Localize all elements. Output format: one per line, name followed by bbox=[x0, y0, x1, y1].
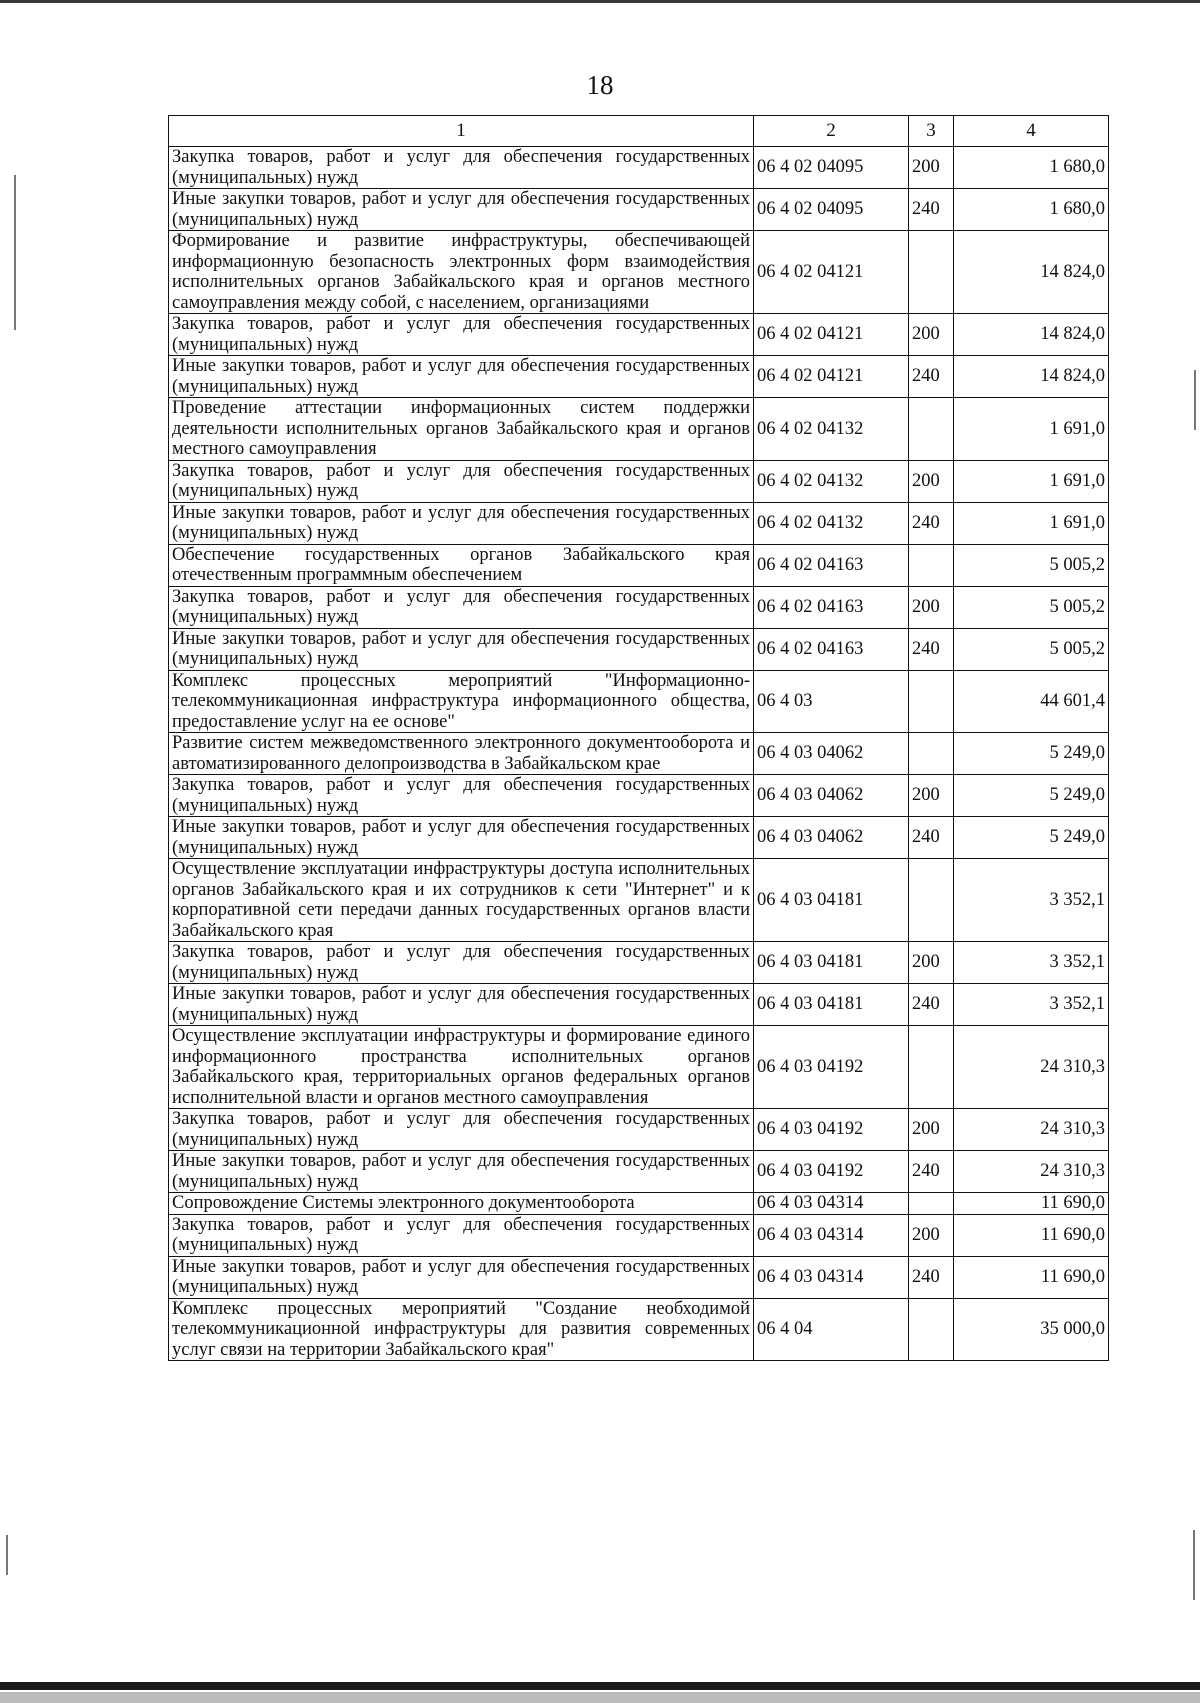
table-row bbox=[169, 1214, 1109, 1256]
scan-artifact bbox=[14, 175, 16, 330]
row-code-cell: 06 4 02 04163 bbox=[754, 544, 909, 586]
table-row bbox=[169, 544, 1109, 586]
row-amount-cell: 1 680,0 bbox=[954, 147, 1109, 189]
row-amount-cell: 35 000,0 bbox=[954, 1298, 1109, 1361]
row-amount-cell: 1 680,0 bbox=[954, 189, 1109, 231]
row-name-cell: Осуществление эксплуатации инфраструктуры и формирование единого информационного пространства исполнительных органов Забайкальского края, территориальных органов федеральных органов исполнительной власти и органов местного самоуправления bbox=[169, 1026, 754, 1109]
row-type-cell: 200 bbox=[909, 314, 954, 356]
row-code-cell: 06 4 03 04062 bbox=[754, 733, 909, 775]
row-name-cell: Комплекс процессных мероприятий "Создание необходимой телекоммуникационной инфраструктуры для развития современных услуг связи на территории Забайкальского края" bbox=[169, 1298, 754, 1361]
row-type-cell: 240 bbox=[909, 817, 954, 859]
row-code-cell: 06 4 04 bbox=[754, 1298, 909, 1361]
header-row bbox=[169, 116, 1109, 147]
row-code-cell: 06 4 03 04314 bbox=[754, 1256, 909, 1298]
row-name-cell: Иные закупки товаров, работ и услуг для обеспечения государственных (муниципальных) нужд bbox=[169, 1256, 754, 1298]
row-amount-cell: 44 601,4 bbox=[954, 670, 1109, 733]
table-row bbox=[169, 1193, 1109, 1215]
row-type-cell: 200 bbox=[909, 1109, 954, 1151]
row-code-cell: 06 4 02 04121 bbox=[754, 356, 909, 398]
table-row bbox=[169, 1256, 1109, 1298]
row-code-cell: 06 4 03 04062 bbox=[754, 775, 909, 817]
table-row bbox=[169, 733, 1109, 775]
row-name-cell: Сопровождение Системы электронного документооборота bbox=[169, 1193, 754, 1215]
row-code-cell: 06 4 03 bbox=[754, 670, 909, 733]
table-row bbox=[169, 1151, 1109, 1193]
scan-artifact bbox=[1194, 370, 1196, 430]
row-type-cell bbox=[909, 670, 954, 733]
row-amount-cell: 3 352,1 bbox=[954, 984, 1109, 1026]
table-row bbox=[169, 356, 1109, 398]
table-row bbox=[169, 628, 1109, 670]
table-row bbox=[169, 147, 1109, 189]
row-code-cell: 06 4 03 04314 bbox=[754, 1214, 909, 1256]
budget-table bbox=[168, 115, 1109, 1361]
row-code-cell: 06 4 02 04163 bbox=[754, 628, 909, 670]
row-name-cell: Закупка товаров, работ и услуг для обеспечения государственных (муниципальных) нужд bbox=[169, 1214, 754, 1256]
row-amount-cell: 11 690,0 bbox=[954, 1256, 1109, 1298]
row-amount-cell: 3 352,1 bbox=[954, 859, 1109, 942]
row-amount-cell: 5 005,2 bbox=[954, 628, 1109, 670]
scan-artifact bbox=[6, 1535, 8, 1575]
row-type-cell: 240 bbox=[909, 1151, 954, 1193]
table-row bbox=[169, 586, 1109, 628]
row-type-cell bbox=[909, 1026, 954, 1109]
row-name-cell: Закупка товаров, работ и услуг для обеспечения государственных (муниципальных) нужд bbox=[169, 1109, 754, 1151]
row-code-cell: 06 4 02 04095 bbox=[754, 147, 909, 189]
table-row bbox=[169, 984, 1109, 1026]
table-row bbox=[169, 460, 1109, 502]
row-code-cell: 06 4 03 04181 bbox=[754, 942, 909, 984]
scan-bottom-band bbox=[0, 1692, 1200, 1703]
row-type-cell: 240 bbox=[909, 356, 954, 398]
column-header-1: 1 bbox=[169, 116, 754, 147]
row-type-cell bbox=[909, 859, 954, 942]
row-amount-cell: 5 249,0 bbox=[954, 817, 1109, 859]
row-type-cell: 200 bbox=[909, 586, 954, 628]
row-code-cell: 06 4 02 04132 bbox=[754, 398, 909, 461]
row-code-cell: 06 4 03 04192 bbox=[754, 1151, 909, 1193]
row-type-cell: 240 bbox=[909, 502, 954, 544]
row-amount-cell: 1 691,0 bbox=[954, 398, 1109, 461]
row-code-cell: 06 4 03 04192 bbox=[754, 1109, 909, 1151]
row-type-cell: 240 bbox=[909, 628, 954, 670]
row-code-cell: 06 4 02 04163 bbox=[754, 586, 909, 628]
row-type-cell: 200 bbox=[909, 775, 954, 817]
row-name-cell: Иные закупки товаров, работ и услуг для обеспечения государственных (муниципальных) нужд bbox=[169, 817, 754, 859]
table-row bbox=[169, 398, 1109, 461]
row-amount-cell: 5 005,2 bbox=[954, 544, 1109, 586]
table-body bbox=[169, 147, 1109, 1361]
column-header-2: 2 bbox=[754, 116, 909, 147]
row-type-cell: 200 bbox=[909, 147, 954, 189]
row-code-cell: 06 4 03 04192 bbox=[754, 1026, 909, 1109]
row-amount-cell: 24 310,3 bbox=[954, 1109, 1109, 1151]
column-header-3: 3 bbox=[909, 116, 954, 147]
row-amount-cell: 1 691,0 bbox=[954, 460, 1109, 502]
row-type-cell bbox=[909, 544, 954, 586]
row-code-cell: 06 4 03 04062 bbox=[754, 817, 909, 859]
row-name-cell: Иные закупки товаров, работ и услуг для обеспечения государственных (муниципальных) нужд bbox=[169, 1151, 754, 1193]
row-amount-cell: 11 690,0 bbox=[954, 1214, 1109, 1256]
table-row bbox=[169, 670, 1109, 733]
row-amount-cell: 14 824,0 bbox=[954, 356, 1109, 398]
row-type-cell bbox=[909, 1298, 954, 1361]
scan-artifact bbox=[1193, 1530, 1195, 1600]
row-type-cell: 240 bbox=[909, 189, 954, 231]
row-code-cell: 06 4 03 04314 bbox=[754, 1193, 909, 1215]
row-name-cell: Закупка товаров, работ и услуг для обеспечения государственных (муниципальных) нужд bbox=[169, 314, 754, 356]
table-row bbox=[169, 189, 1109, 231]
row-amount-cell: 5 249,0 bbox=[954, 775, 1109, 817]
table-row bbox=[169, 1026, 1109, 1109]
row-type-cell bbox=[909, 231, 954, 314]
row-type-cell: 240 bbox=[909, 984, 954, 1026]
row-name-cell: Закупка товаров, работ и услуг для обеспечения государственных (муниципальных) нужд bbox=[169, 147, 754, 189]
scan-bottom-edge bbox=[0, 1682, 1200, 1690]
row-code-cell: 06 4 02 04121 bbox=[754, 314, 909, 356]
table-row bbox=[169, 1298, 1109, 1361]
row-type-cell: 200 bbox=[909, 1214, 954, 1256]
row-name-cell: Осуществление эксплуатации инфраструктуры доступа исполнительных органов Забайкальского края и их сотрудников к сети "Интернет" и к корпоративной сети передачи данных государственных органов власти Забайкальского края bbox=[169, 859, 754, 942]
table-row bbox=[169, 817, 1109, 859]
row-name-cell: Закупка товаров, работ и услуг для обеспечения государственных (муниципальных) нужд bbox=[169, 942, 754, 984]
table-row bbox=[169, 775, 1109, 817]
row-name-cell: Иные закупки товаров, работ и услуг для обеспечения государственных (муниципальных) нужд bbox=[169, 189, 754, 231]
row-name-cell: Иные закупки товаров, работ и услуг для обеспечения государственных (муниципальных) нужд bbox=[169, 984, 754, 1026]
table-row bbox=[169, 1109, 1109, 1151]
row-code-cell: 06 4 02 04121 bbox=[754, 231, 909, 314]
row-amount-cell: 24 310,3 bbox=[954, 1026, 1109, 1109]
row-name-cell: Закупка товаров, работ и услуг для обеспечения государственных (муниципальных) нужд bbox=[169, 775, 754, 817]
column-header-4: 4 bbox=[954, 116, 1109, 147]
table-row bbox=[169, 859, 1109, 942]
table-row bbox=[169, 231, 1109, 314]
row-type-cell bbox=[909, 733, 954, 775]
row-name-cell: Комплекс процессных мероприятий "Информационно-телекоммуникационная инфраструктура информационного общества, предоставление услуг на ее основе" bbox=[169, 670, 754, 733]
row-type-cell: 200 bbox=[909, 942, 954, 984]
row-name-cell: Закупка товаров, работ и услуг для обеспечения государственных (муниципальных) нужд bbox=[169, 460, 754, 502]
row-name-cell: Развитие систем межведомственного электронного документооборота и автоматизированного делопроизводства в Забайкальском крае bbox=[169, 733, 754, 775]
row-name-cell: Проведение аттестации информационных систем поддержки деятельности исполнительных органов Забайкальского края и органов местного самоуправления bbox=[169, 398, 754, 461]
row-amount-cell: 14 824,0 bbox=[954, 314, 1109, 356]
scan-top-edge bbox=[0, 0, 1200, 3]
row-amount-cell: 1 691,0 bbox=[954, 502, 1109, 544]
row-name-cell: Иные закупки товаров, работ и услуг для обеспечения государственных (муниципальных) нужд bbox=[169, 502, 754, 544]
row-name-cell: Иные закупки товаров, работ и услуг для обеспечения государственных (муниципальных) нужд bbox=[169, 628, 754, 670]
table-row bbox=[169, 942, 1109, 984]
row-type-cell: 240 bbox=[909, 1256, 954, 1298]
row-code-cell: 06 4 03 04181 bbox=[754, 984, 909, 1026]
row-code-cell: 06 4 02 04132 bbox=[754, 460, 909, 502]
row-name-cell: Обеспечение государственных органов Забайкальского края отечественным программным обеспечением bbox=[169, 544, 754, 586]
table-row bbox=[169, 502, 1109, 544]
table-row bbox=[169, 314, 1109, 356]
row-type-cell: 200 bbox=[909, 460, 954, 502]
row-code-cell: 06 4 02 04095 bbox=[754, 189, 909, 231]
row-code-cell: 06 4 03 04181 bbox=[754, 859, 909, 942]
row-type-cell bbox=[909, 398, 954, 461]
row-amount-cell: 24 310,3 bbox=[954, 1151, 1109, 1193]
row-type-cell bbox=[909, 1193, 954, 1215]
row-amount-cell: 3 352,1 bbox=[954, 942, 1109, 984]
row-code-cell: 06 4 02 04132 bbox=[754, 502, 909, 544]
page-number: 18 bbox=[586, 70, 614, 100]
row-amount-cell: 11 690,0 bbox=[954, 1193, 1109, 1215]
row-name-cell: Формирование и развитие инфраструктуры, обеспечивающей информационную безопасность электронных форм взаимодействия исполнительных органов Забайкальского края и органов местного самоуправления между собой, с населением, организациями bbox=[169, 231, 754, 314]
row-amount-cell: 5 249,0 bbox=[954, 733, 1109, 775]
row-amount-cell: 14 824,0 bbox=[954, 231, 1109, 314]
row-amount-cell: 5 005,2 bbox=[954, 586, 1109, 628]
row-name-cell: Иные закупки товаров, работ и услуг для обеспечения государственных (муниципальных) нужд bbox=[169, 356, 754, 398]
row-name-cell: Закупка товаров, работ и услуг для обеспечения государственных (муниципальных) нужд bbox=[169, 586, 754, 628]
